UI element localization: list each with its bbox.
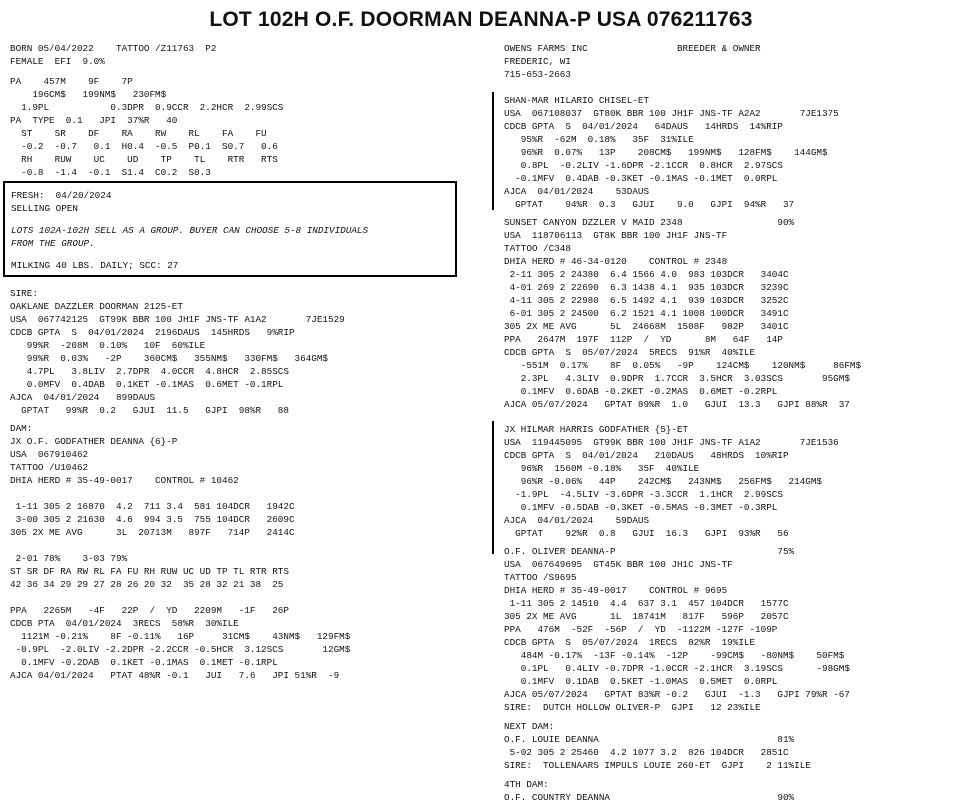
born-info: BORN 05/04/2022 TATTOO /Z11763 P2 FEMALE EFI 9.0%	[10, 43, 217, 67]
paternal-grandsire: SHAN-MAR HILARIO CHISEL-ET USA 067108037 GT80K BBR 100 JH1F JNS-TF A2A2 7JE1375 CDCB GPTA S 04/01/2024 64DAUS 14HRDS 14%RIP 95%R -62M 0.18% 35F 31%ILE 96%R 0.07% 13P 208CM$ 199NM$ 128FM$ 144GM$ 0.8PL -0.2LIV -1.6DPR -2.1CCR 0.8HCR 2.97SCS -0.1MFV 0.4DAB -0.3KET -0.1MAS -0.1MET 0.0RPL AJCA 04/01/2024 53DAUS GPTAT 94%R 0.3 GJUI 9.0 GJPI 94%R 37	[504, 95, 839, 210]
maternal-grandsire: JX HILMAR HARRIS GODFATHER {5}-ET USA 119445095 GT99K BBR 100 JH1F JNS-TF A1A2 7JE1536 CDCB GPTA S 04/01/2024 210DAUS 48HRDS 10%RIP 96%R 1560M -0.18% 35F 40%ILE 96%R -0.06% 44P 242CM$ 243NM$ 256FM$ 214GM$ -1.9PL -4.5LIV -3.6DPR -3.3CCR 1.1HCR 2.99SCS 0.1MFV -0.5DAB -0.3KET -0.5MAS -0.3MET -0.3RPL AJCA 04/01/2024 59DAUS GPTAT 92%R 0.8 GJUI 16.3 GJPI 93%R 56	[504, 424, 839, 539]
dam-side-bracket	[492, 421, 494, 554]
breeder-owner: OWENS FARMS INC BREEDER & OWNER FREDERIC, WI 715-653-2663	[504, 43, 761, 80]
dam-section: DAM: JX O.F. GODFATHER DEANNA {6}-P USA 067910462 TATTOO /U10462 DHIA HERD # 35-49-0017 CONTROL # 10462 1-11 305 2 16870 4.2 711 3.4 581 104DCR 1942C 3-00 305 2 21630 4.6 994 3.5 755 104DCR 2609C 305 2X ME AVG 3L 20713M 897F 714P 2414C 2-01 78% 3-03 79% ST SR DF RA RW RL FA FU RH RUW UC UD TP TL RTR RTS 42 36 34 29 29 27 28 26 20 32 35 28 32 21 38 25 PPA 2265M -4F 22P / YD 2209M -1F 26P CDCB PTA 04/01/2024 3RECS 58%R 30%ILE 1121M -0.21% 8F -0.11% 16P 31CM$ 43NM$ 129FM$ -0.9PL -2.0LIV -2.2DPR -2.2CCR -0.5HCR 3.12SCS 12GM$ 0.1MFV -0.2DAB 0.1KET -0.1MAS 0.1MET -0.1RPL AJCA 04/01/2024 PTAT 48%R -0.1 JUI 7.6 JPI 51%R -9	[10, 423, 351, 681]
milking-note: MILKING 40 LBS. DAILY; SCC: 27	[11, 260, 179, 271]
fourth-dam: 4TH DAM: O.F. COUNTRY DEANNA 90%	[504, 779, 795, 803]
fresh-selling: FRESH: 04/20/2024 SELLING OPEN	[11, 190, 112, 214]
next-dam: NEXT DAM: O.F. LOUIE DEANNA 81% 5-02 305 2 25460 4.2 1077 3.2 826 104DCR 2851C SIRE: TOLLENAARS IMPULS LOUIE 260-ET GJPI 2 11%ILE	[504, 721, 811, 771]
lot-title: LOT 102H O.F. DOORMAN DEANNA-P USA 076211763	[209, 8, 753, 31]
sire-side-bracket	[492, 92, 494, 210]
maternal-granddam: O.F. OLIVER DEANNA-P 75% USA 067649695 GT45K BBR 100 JH1C JNS-TF TATTOO /S9695 DHIA HERD # 35-49-0017 CONTROL # 9695 1-11 305 2 14510 4.4 637 3.1 457 104DCR 1577C 305 2X ME AVG 1L 18741M 817F 596P 2057C PPA 476M -52F -56P / YD -1122M -127F -109P CDCB GPTA S 05/07/2024 1RECS 82%R 19%ILE 484M -0.17% -13F -0.14% -12P -99CM$ -80NM$ 50FM$ 0.1PL 0.4LIV -0.7DPR -1.0CCR -2.1HCR 3.19SCS -98GM$ 0.1MFV 0.1DAB 0.5KET -1.0MAS 0.5MET 0.0RPL AJCA 05/07/2024 GPTAT 83%R -0.2 GJUI -1.3 GJPI 79%R -67 SIRE: DUTCH HOLLOW OLIVER-P GJPI 12 23%ILE	[504, 546, 850, 713]
lot-group-note: LOTS 102A-102H SELL AS A GROUP. BUYER CAN CHOOSE 5-8 INDIVIDUALS FROM THE GROUP.	[11, 225, 369, 249]
sire-section: SIRE: OAKLANE DAZZLER DOORMAN 2125-ET USA 067742125 GT99K BBR 100 JH1F JNS-TF A1A2 7JE1529 CDCB GPTA S 04/01/2024 2196DAUS 145HRDS 9%RIP 99%R -208M 0.10% 10F 60%ILE 99%R 0.03% -2P 360CM$ 355NM$ 330FM$ 364GM$ 4.7PL 3.8LIV 2.7DPR 4.0CCR 4.8HCR 2.85SCS 0.0MFV 0.4DAB 0.1KET -0.1MAS 0.6MET -0.1RPL AJCA 04/01/2024 899DAUS GPTAT 99%R 0.2 GJUI 11.5 GJPI 98%R 88	[10, 288, 345, 416]
sale-notes-box	[3, 181, 457, 277]
parent-average-section: PA 457M 9F 7P 196CM$ 199NM$ 230FM$ 1.9PL 0.3DPR 0.9CCR 2.2HCR 2.99SCS PA TYPE 0.1 JPI 37%R 40 ST SR DF RA RW RL FA FU -0.2 -0.7 0.1 H0.4 -0.5 P0.1 S0.7 0.6 RH RUW UC UD TP TL RTR RTS -0.8 -1.4 -0.1 S1.4 C0.2 S0.3	[10, 76, 284, 178]
paternal-granddam: SUNSET CANYON DZZLER V MAID 2348 90% USA 118706113 GT8K BBR 100 JH1F JNS-TF TATTOO /C348 DHIA HERD # 46-34-0120 CONTROL # 2348 2-11 305 2 24380 6.4 1566 4.0 983 103DCR 3404C 4-01 269 2 22690 6.3 1438 4.1 935 103DCR 3239C 4-11 305 2 22980 6.5 1492 4.1 939 103DCR 3252C 6-01 305 2 24500 6.2 1521 4.1 1008 100DCR 3491C 305 2X ME AVG 5L 24668M 1508F 982P 3401C PPA 2647M 197F 112P / YD 8M 64F 14P CDCB GPTA S 05/07/2024 5RECS 91%R 40%ILE -551M 0.17% 8F 0.05% -9P 124CM$ 120NM$ 86FM$ 2.3PL 4.3LIV 0.9DPR 1.7CCR 3.5HCR 3.03SCS 95GM$ 0.1MFV 0.6DAB -0.2KET -0.2MAS 0.6MET -0.2RPL AJCA 05/07/2024 GPTAT 89%R 1.0 GJUI 13.3 GJPI 88%R 37	[504, 217, 862, 410]
